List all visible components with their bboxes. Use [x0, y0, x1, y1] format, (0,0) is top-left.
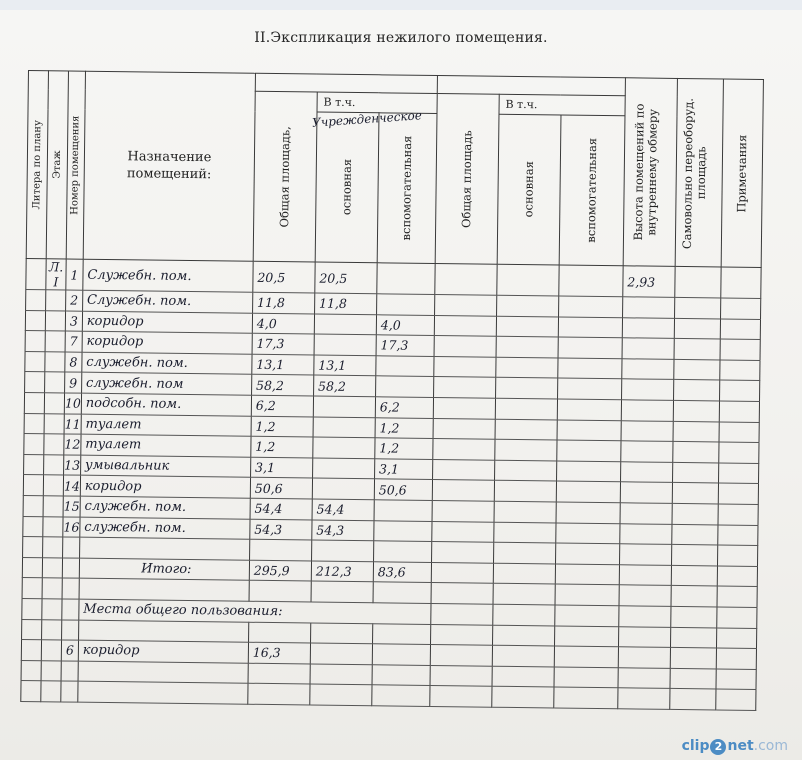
- height-cell: [620, 503, 672, 524]
- height-cell: [621, 441, 673, 462]
- main-area-2-cell: [496, 316, 558, 337]
- total-area-cell: 58,2: [251, 375, 313, 396]
- total-area-cell: 11,8: [252, 292, 314, 313]
- aux-area-2-cell: [558, 337, 622, 358]
- notes-cell: [720, 298, 760, 319]
- height-cell: [622, 317, 674, 338]
- floor-cell: [41, 681, 61, 702]
- height-cell: [618, 688, 670, 709]
- floor-cell: [44, 454, 64, 475]
- aux-area-cell: [373, 541, 431, 562]
- aux-area-cell: [374, 520, 432, 541]
- room-name-cell: [78, 661, 248, 684]
- floor-cell: [42, 557, 62, 578]
- header-total-area-1: Общая площадь,: [253, 91, 317, 262]
- litera-cell: [23, 516, 43, 537]
- total-area-cell: 20,5: [253, 261, 315, 293]
- floor-cell: [45, 372, 65, 393]
- aux-area-2-cell: [554, 687, 618, 708]
- height-cell: [619, 564, 671, 585]
- unauthorized-cell: [670, 627, 716, 648]
- total-area-cell: 16,3: [248, 642, 310, 663]
- floor-cell: [45, 310, 65, 331]
- notes-cell: [719, 422, 759, 443]
- main-area-2-cell: [496, 336, 558, 357]
- aux-area-cell: [377, 263, 435, 295]
- room-name-cell: Итого:: [79, 558, 249, 581]
- room-name-cell: коридор: [78, 640, 248, 663]
- notes-cell: [716, 648, 756, 669]
- main-area-2-cell: [492, 666, 554, 687]
- notes-cell: [718, 524, 758, 545]
- total-area-cell: [249, 539, 311, 560]
- notes-cell: [719, 380, 759, 401]
- total-area-2-cell: [430, 645, 492, 666]
- main-area-cell: [310, 664, 372, 685]
- room-no-cell: [63, 537, 80, 558]
- room-name-cell: коридор: [80, 476, 250, 499]
- unauthorized-cell: [672, 524, 718, 545]
- room-name-cell: Служебн. пом.: [82, 290, 252, 313]
- total-area-2-cell: [430, 665, 492, 686]
- aux-area-2-cell: [554, 667, 618, 688]
- unauthorized-cell: [672, 503, 718, 524]
- height-cell: [621, 420, 673, 441]
- total-area-cell: 4,0: [252, 313, 314, 334]
- total-area-cell: 17,3: [252, 333, 314, 354]
- notes-cell: [716, 689, 756, 710]
- main-area-2-cell: [493, 584, 555, 605]
- total-area-2-cell: [432, 521, 494, 542]
- room-name-cell: служебн. пом.: [80, 517, 250, 540]
- main-area-cell: 54,4: [312, 499, 374, 520]
- header-aux-1: вспомогательная: [377, 113, 437, 264]
- notes-cell: [717, 545, 757, 566]
- header-total-area-2: Общая площадь: [435, 94, 499, 265]
- main-area-2-cell: [493, 604, 555, 625]
- aux-area-2-cell: [557, 399, 621, 420]
- room-no-cell: 12: [64, 434, 81, 455]
- total-area-2-cell: [433, 397, 495, 418]
- aux-area-2-cell: [555, 584, 619, 605]
- total-area-cell: 13,1: [252, 354, 314, 375]
- unauthorized-cell: [670, 668, 716, 689]
- total-area-cell: 3,1: [250, 457, 312, 478]
- room-no-cell: 1: [66, 259, 83, 290]
- height-cell: [620, 523, 672, 544]
- main-area-2-cell: [494, 522, 556, 543]
- notes-cell: [718, 483, 758, 504]
- main-area-cell: [313, 437, 375, 458]
- main-area-cell: 20,5: [315, 262, 377, 294]
- main-area-cell: 11,8: [314, 293, 376, 314]
- header-incl-2: В т.ч.: [499, 94, 625, 116]
- unauthorized-cell: [674, 359, 720, 380]
- total-area-cell: 295,9: [249, 560, 311, 581]
- unauthorized-cell: [670, 689, 716, 710]
- height-cell: [622, 297, 674, 318]
- total-area-2-cell: [433, 418, 495, 439]
- height-cell: [622, 338, 674, 359]
- aux-area-2-cell: [558, 317, 622, 338]
- floor-cell: [43, 496, 63, 517]
- header-group-2: [437, 76, 625, 96]
- height-cell: [621, 400, 673, 421]
- room-name-cell: туалет: [81, 414, 251, 437]
- main-area-2-cell: [495, 439, 557, 460]
- litera-cell: [21, 660, 41, 681]
- total-area-cell: 1,2: [251, 416, 313, 437]
- litera-cell: [24, 434, 44, 455]
- notes-cell: [720, 339, 760, 360]
- aux-area-cell: 83,6: [373, 561, 431, 582]
- floor-cell: [44, 393, 64, 414]
- room-no-cell: [62, 599, 79, 620]
- aux-area-2-cell: [554, 646, 618, 667]
- main-area-cell: 13,1: [314, 355, 376, 376]
- unauthorized-cell: [670, 647, 716, 668]
- floor-cell: [41, 660, 61, 681]
- height-cell: [618, 626, 670, 647]
- litera-cell: [21, 640, 41, 661]
- floor-cell: [46, 290, 66, 311]
- main-area-2-cell: [494, 501, 556, 522]
- aux-area-cell: 50,6: [374, 479, 432, 500]
- notes-cell: [716, 669, 756, 690]
- notes-cell: [718, 463, 758, 484]
- litera-cell: [24, 392, 44, 413]
- aux-area-2-cell: [557, 378, 621, 399]
- total-area-cell: [249, 581, 311, 602]
- room-no-cell: [62, 558, 79, 579]
- room-no-cell: 7: [65, 331, 82, 352]
- total-area-2-cell: [434, 336, 496, 357]
- total-area-2-cell: [431, 583, 493, 604]
- height-cell: [622, 359, 674, 380]
- top-band: [0, 0, 802, 10]
- aux-area-cell: [375, 376, 433, 397]
- litera-cell: [25, 372, 45, 393]
- litera-cell: [24, 454, 44, 475]
- header-notes: Примечания: [721, 79, 763, 267]
- main-area-2-cell: [495, 378, 557, 399]
- room-no-cell: [61, 681, 78, 702]
- notes-cell: [720, 360, 760, 381]
- height-cell: [620, 462, 672, 483]
- aux-area-2-cell: [556, 481, 620, 502]
- document-title: II.Экспликация нежилого помещения.: [254, 30, 548, 46]
- main-area-cell: [310, 622, 372, 643]
- aux-area-2-cell: [556, 502, 620, 523]
- litera-cell: [25, 351, 45, 372]
- main-area-2-cell: [496, 357, 558, 378]
- total-area-cell: 1,2: [251, 436, 313, 457]
- total-area-2-cell: [432, 500, 494, 521]
- height-cell: [619, 606, 671, 627]
- header-unauthorized: Самовольно переоборуд. площадь: [675, 78, 723, 267]
- explication-table: [20, 70, 764, 711]
- main-area-cell: [311, 540, 373, 561]
- floor-cell: [42, 578, 62, 599]
- litera-cell: [23, 495, 43, 516]
- aux-area-2-cell: [557, 420, 621, 441]
- height-cell: [618, 667, 670, 688]
- room-no-cell: 10: [64, 393, 81, 414]
- floor-cell: [43, 537, 63, 558]
- room-name-cell: подсобн. пом.: [81, 393, 251, 416]
- room-no-cell: 16: [63, 516, 80, 537]
- header-purpose: Назначение помещений:: [83, 71, 255, 261]
- unauthorized-cell: [671, 586, 717, 607]
- main-area-2-cell: [494, 481, 556, 502]
- header-aux-2: вспомогательная: [559, 115, 625, 266]
- main-area-2-cell: [497, 264, 559, 296]
- main-area-cell: [310, 684, 372, 705]
- notes-cell: [716, 627, 756, 648]
- room-no-cell: [62, 578, 79, 599]
- main-area-cell: [312, 458, 374, 479]
- aux-area-cell: [374, 500, 432, 521]
- total-area-cell: [248, 663, 310, 684]
- aux-area-2-cell: [555, 605, 619, 626]
- notes-cell: [718, 504, 758, 525]
- header-group-1: [255, 73, 437, 93]
- main-area-2-cell: [493, 563, 555, 584]
- notes-cell: [720, 319, 760, 340]
- litera-cell: [23, 537, 43, 558]
- main-area-cell: 58,2: [313, 375, 375, 396]
- height-cell: [618, 647, 670, 668]
- unauthorized-cell: [671, 565, 717, 586]
- floor-cell: [45, 352, 65, 373]
- aux-area-2-cell: [556, 461, 620, 482]
- unauthorized-cell: [673, 380, 719, 401]
- aux-area-2-cell: [559, 265, 623, 297]
- main-area-cell: [311, 581, 373, 602]
- room-name-cell: коридор: [82, 331, 252, 354]
- litera-cell: [23, 475, 43, 496]
- room-name-cell: [78, 620, 248, 643]
- main-area-2-cell: [495, 419, 557, 440]
- main-area-2-cell: [493, 542, 555, 563]
- main-area-cell: 212,3: [311, 561, 373, 582]
- litera-cell: [22, 557, 42, 578]
- total-area-cell: 54,3: [250, 519, 312, 540]
- aux-area-cell: 17,3: [376, 335, 434, 356]
- floor-cell: [43, 516, 63, 537]
- room-no-cell: 9: [65, 372, 82, 393]
- litera-cell: [22, 598, 42, 619]
- room-no-cell: 15: [63, 496, 80, 517]
- header-main-1: основная: [315, 112, 379, 263]
- litera-cell: [25, 331, 45, 352]
- main-area-2-cell: [494, 460, 556, 481]
- total-area-2-cell: [432, 480, 494, 501]
- main-area-cell: [313, 396, 375, 417]
- floor-cell: [41, 640, 61, 661]
- height-cell: [621, 379, 673, 400]
- total-area-2-cell: [430, 686, 492, 707]
- handwritten-header: Учрежденческое: [311, 108, 423, 130]
- aux-area-cell: 3,1: [374, 459, 432, 480]
- total-area-cell: [248, 684, 310, 705]
- room-no-cell: 11: [64, 414, 81, 435]
- room-name-cell: коридор: [82, 311, 252, 334]
- notes-cell: [719, 442, 759, 463]
- room-name-cell: [79, 578, 249, 601]
- header-litera: Литера по плану: [26, 71, 48, 259]
- main-area-cell: [314, 334, 376, 355]
- litera-cell: [21, 681, 41, 702]
- floor-cell: Л. I: [46, 259, 66, 290]
- floor-cell: [45, 331, 65, 352]
- litera-cell: [26, 258, 46, 289]
- room-no-cell: [62, 619, 79, 640]
- header-main-2: основная: [497, 114, 561, 265]
- unauthorized-cell: [673, 442, 719, 463]
- total-area-2-cell: [433, 377, 495, 398]
- room-name-cell: служебн. пом: [81, 373, 251, 396]
- total-area-cell: 6,2: [251, 395, 313, 416]
- aux-area-2-cell: [558, 358, 622, 379]
- notes-cell: [717, 586, 757, 607]
- total-area-2-cell: [434, 356, 496, 377]
- notes-cell: [721, 267, 761, 298]
- room-name-cell: [79, 537, 249, 560]
- aux-area-cell: [376, 294, 434, 315]
- litera-cell: [24, 413, 44, 434]
- total-area-2-cell: [430, 624, 492, 645]
- total-area-cell: [248, 622, 310, 643]
- unauthorized-cell: [673, 421, 719, 442]
- aux-area-cell: 1,2: [375, 417, 433, 438]
- aux-area-cell: [373, 582, 431, 603]
- main-area-cell: [312, 478, 374, 499]
- aux-area-2-cell: [556, 523, 620, 544]
- height-cell: [619, 544, 671, 565]
- room-name-cell: служебн. пом.: [80, 496, 250, 519]
- total-area-cell: 50,6: [250, 478, 312, 499]
- main-area-cell: [310, 643, 372, 664]
- room-no-cell: 3: [65, 311, 82, 332]
- notes-cell: [719, 401, 759, 422]
- room-no-cell: 6: [61, 640, 78, 661]
- height-cell: [620, 482, 672, 503]
- total-area-2-cell: [435, 263, 497, 295]
- height-cell: 2,93: [623, 266, 675, 298]
- room-no-cell: 2: [66, 290, 83, 311]
- aux-area-cell: [372, 685, 430, 706]
- aux-area-cell: [372, 644, 430, 665]
- total-area-2-cell: [433, 439, 495, 460]
- aux-area-cell: 4,0: [376, 314, 434, 335]
- room-name-cell: туалет: [81, 434, 251, 457]
- aux-area-2-cell: [557, 440, 621, 461]
- main-area-2-cell: [492, 625, 554, 646]
- total-area-2-cell: [431, 603, 493, 624]
- total-area-2-cell: [434, 315, 496, 336]
- main-area-cell: 54,3: [312, 520, 374, 541]
- aux-area-cell: [372, 623, 430, 644]
- total-area-2-cell: [432, 459, 494, 480]
- unauthorized-cell: [674, 318, 720, 339]
- main-area-2-cell: [492, 645, 554, 666]
- aux-area-2-cell: [558, 296, 622, 317]
- room-name-cell: умывальник: [80, 455, 250, 478]
- table-body: [21, 258, 761, 710]
- room-name-cell: [78, 681, 248, 704]
- litera-cell: [22, 578, 42, 599]
- room-no-cell: 13: [64, 455, 81, 476]
- floor-cell: [43, 475, 63, 496]
- room-no-cell: 8: [65, 352, 82, 373]
- header-floor: Этаж: [46, 71, 68, 259]
- unauthorized-cell: [672, 462, 718, 483]
- aux-area-2-cell: [554, 625, 618, 646]
- unauthorized-cell: [672, 483, 718, 504]
- aux-area-cell: [376, 356, 434, 377]
- total-area-2-cell: [431, 562, 493, 583]
- litera-cell: [26, 289, 46, 310]
- litera-cell: [22, 619, 42, 640]
- unauthorized-cell: [671, 606, 717, 627]
- unauthorized-cell: [674, 297, 720, 318]
- main-area-2-cell: [496, 295, 558, 316]
- aux-area-2-cell: [555, 543, 619, 564]
- height-cell: [619, 585, 671, 606]
- floor-cell: [44, 434, 64, 455]
- notes-cell: [717, 607, 757, 628]
- unauthorized-cell: [671, 545, 717, 566]
- main-area-cell: [313, 417, 375, 438]
- room-no-cell: 14: [63, 475, 80, 496]
- aux-area-cell: 6,2: [375, 397, 433, 418]
- floor-cell: [44, 413, 64, 434]
- room-name-cell: Служебн. пом.: [83, 259, 253, 292]
- aux-area-2-cell: [555, 564, 619, 585]
- total-area-2-cell: [431, 542, 493, 563]
- main-area-2-cell: [495, 398, 557, 419]
- header-incl-1: В т.ч.: [317, 92, 437, 113]
- notes-cell: [717, 566, 757, 587]
- unauthorized-cell: [674, 339, 720, 360]
- header-height: Высота помещений по внутреннему обмеру: [623, 78, 677, 267]
- floor-cell: [42, 599, 62, 620]
- unauthorized-cell: [673, 400, 719, 421]
- main-area-2-cell: [492, 686, 554, 707]
- room-name-cell: Места общего пользования:: [79, 599, 431, 624]
- room-no-cell: [61, 661, 78, 682]
- aux-area-cell: 1,2: [375, 438, 433, 459]
- main-area-cell: [314, 314, 376, 335]
- header-room-no: Номер помещения: [66, 71, 85, 259]
- total-area-2-cell: [434, 294, 496, 315]
- watermark-logo: clip 2 net.com: [681, 738, 788, 754]
- total-area-cell: 54,4: [250, 498, 312, 519]
- litera-cell: [25, 310, 45, 331]
- room-name-cell: служебн. пом.: [82, 352, 252, 375]
- floor-cell: [42, 619, 62, 640]
- unauthorized-cell: [675, 266, 721, 298]
- aux-area-cell: [372, 664, 430, 685]
